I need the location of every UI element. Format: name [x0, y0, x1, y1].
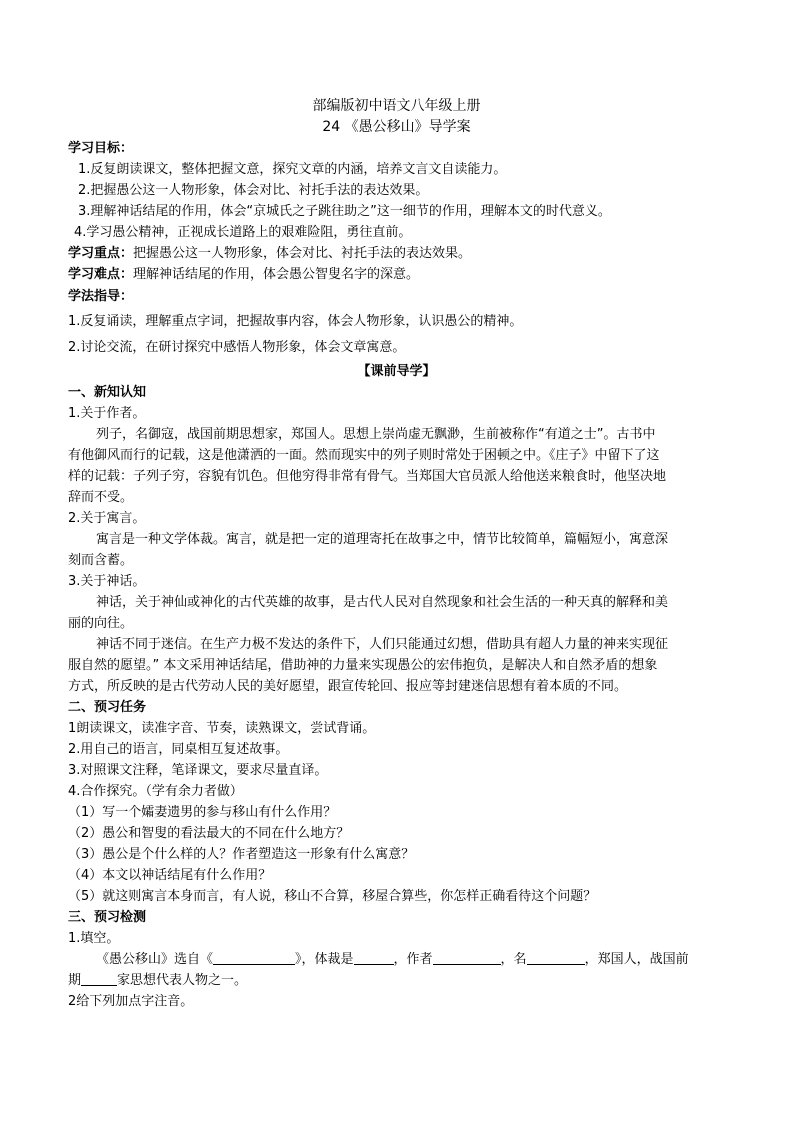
- fill-text: 《愚公移山》选自《: [96, 952, 214, 967]
- fable-label: 2.关于寓言。: [68, 511, 146, 526]
- pre-class-heading: 【课前导学】: [357, 364, 436, 379]
- task-item: 3.对照课文注释，笔译课文，要求尽量直译。: [68, 763, 328, 778]
- task-item: 2.用自己的语言，同桌相互复述故事。: [68, 742, 289, 757]
- author-paragraph-line: 辞而不受。: [68, 490, 134, 505]
- myth-paragraph-line: 神话不同于迷信。在生产力极不发达的条件下，人们只能通过幻想，借助具有超人力量的神来实现征: [96, 637, 669, 652]
- fill-text: 期: [68, 973, 82, 988]
- myth-label: 3.关于神话。: [68, 574, 146, 589]
- fill-blank-line: [96, 949, 736, 970]
- method-item: 1.反复诵读，理解重点字词，把握故事内容，体会人物形象，认识愚公的精神。: [68, 314, 523, 329]
- key-point-text: 把握愚公这一人物形象，体会对比、衬托手法的表达效果。: [133, 246, 472, 261]
- author-label: 1.关于作者。: [68, 406, 146, 421]
- author-paragraph-line: 有他御风而行的记载，这是他潇洒的一面。然而现实中的列子则时常处于困顿之中。《庄子》中留下了这: [68, 448, 660, 463]
- objective-item: 4.学习愚公精神，正视成长道路上的艰难险阻，勇往直前。: [74, 225, 412, 240]
- task-item: 4.合作探究。（学有余力者做）: [68, 784, 243, 799]
- fill-text: 》，体裁是: [295, 952, 354, 967]
- document-subtitle: 24 《愚公移山》导学案: [322, 119, 471, 135]
- fill-text: ，名: [500, 952, 527, 967]
- fill-label: 1.填空。: [68, 931, 120, 946]
- objective-item: 2.把握愚公这一人物形象，体会对比、衬托手法的表达效果。: [78, 183, 429, 198]
- key-point-row: [68, 243, 728, 264]
- key-point-label: 学习重点：: [68, 246, 134, 261]
- author-paragraph-line: 列子，名御寇，战国前期思想家，郑国人。思想上崇尚虚无飘渺，生前被称作“有道之士”。古书中: [96, 427, 656, 442]
- fill-blank[interactable]: [81, 971, 117, 986]
- fill-blank[interactable]: [354, 950, 394, 965]
- fable-paragraph-line: 刻而含蓄。: [68, 553, 134, 568]
- fill-text: ，作者: [393, 952, 433, 967]
- fill-blank[interactable]: [213, 950, 295, 965]
- question-item: （3）愚公是个什么样的人？作者塑造这一形象有什么寓意？: [68, 847, 415, 862]
- fill-text: 家思想代表人物之一。: [117, 973, 248, 988]
- difficulty-label: 学习难点：: [68, 267, 134, 282]
- fill-blank[interactable]: [433, 950, 501, 965]
- method-item: 2.讨论交流，在研讨探究中感悟人物形象，体会文章寓意。: [68, 340, 406, 355]
- section-heading: 二、预习任务: [68, 700, 147, 715]
- myth-paragraph-line: 服自然的愿望。” 本文采用神话结尾，借助神的力量来实现愚公的宏伟抱负，是解决人和自然矛盾的想象: [68, 658, 658, 673]
- objectives-label: 学习目标：: [68, 141, 134, 156]
- fill-blank[interactable]: [527, 950, 585, 965]
- objective-item: 3.理解神话结尾的作用，体会“京城氏之子跳往助之”这一细节的作用，理解本文的时代意义。: [78, 204, 611, 219]
- myth-paragraph-line: 丽的向往。: [68, 616, 134, 631]
- question-item: （1）写一个孀妻遗男的参与移山有什么作用？: [68, 805, 337, 820]
- objective-item: 1.反复朗读课文，整体把握文意，探究文章的内涵，培养文言文自读能力。: [78, 162, 507, 177]
- question-item: （5）就这则寓言本身而言，有人说，移山不合算，移屋合算些，你怎样正确看待这个问题？: [68, 889, 597, 904]
- fill-text: ，郑国人，战国前: [584, 952, 689, 967]
- method-label: 学法指导：: [68, 289, 134, 304]
- fable-paragraph-line: 寓言是一种文学体裁。寓言，就是把一定的道理寄托在故事之中，情节比较简单，篇幅短小，寓意深: [96, 532, 669, 547]
- question-item: （2）愚公和智叟的看法最大的不同在什么地方？: [68, 826, 350, 841]
- author-paragraph-line: 样的记载：子列子穷，容貌有饥色。但他穷得非常有骨气。当郑国大官员派人给他送来粮食时，他坚决地: [68, 469, 667, 484]
- document-title: 部编版初中语文八年级上册: [312, 98, 481, 114]
- section-heading: 一、新知认知: [68, 385, 147, 400]
- difficulty-row: [68, 264, 728, 285]
- fill-blank-line: [68, 970, 728, 991]
- question-item: （4）本文以神话结尾有什么作用？: [68, 868, 272, 883]
- myth-paragraph-line: 方式，所反映的是古代劳动人民的美好愿望，跟宣传轮回、报应等封建迷信思想有着本质的不同。: [68, 679, 628, 694]
- task-item: 1朗读课文，读准字音、节奏，读熟课文，尝试背诵。: [68, 721, 376, 736]
- pinyin-label: 2给下列加点字注音。: [68, 994, 194, 1009]
- section-heading: 三、预习检测: [68, 910, 147, 925]
- difficulty-text: 理解神话结尾的作用，体会愚公智叟名字的深意。: [133, 267, 420, 282]
- myth-paragraph-line: 神话，关于神仙或神化的古代英雄的故事，是古代人民对自然现象和社会生活的一种天真的解释和美: [96, 595, 669, 610]
